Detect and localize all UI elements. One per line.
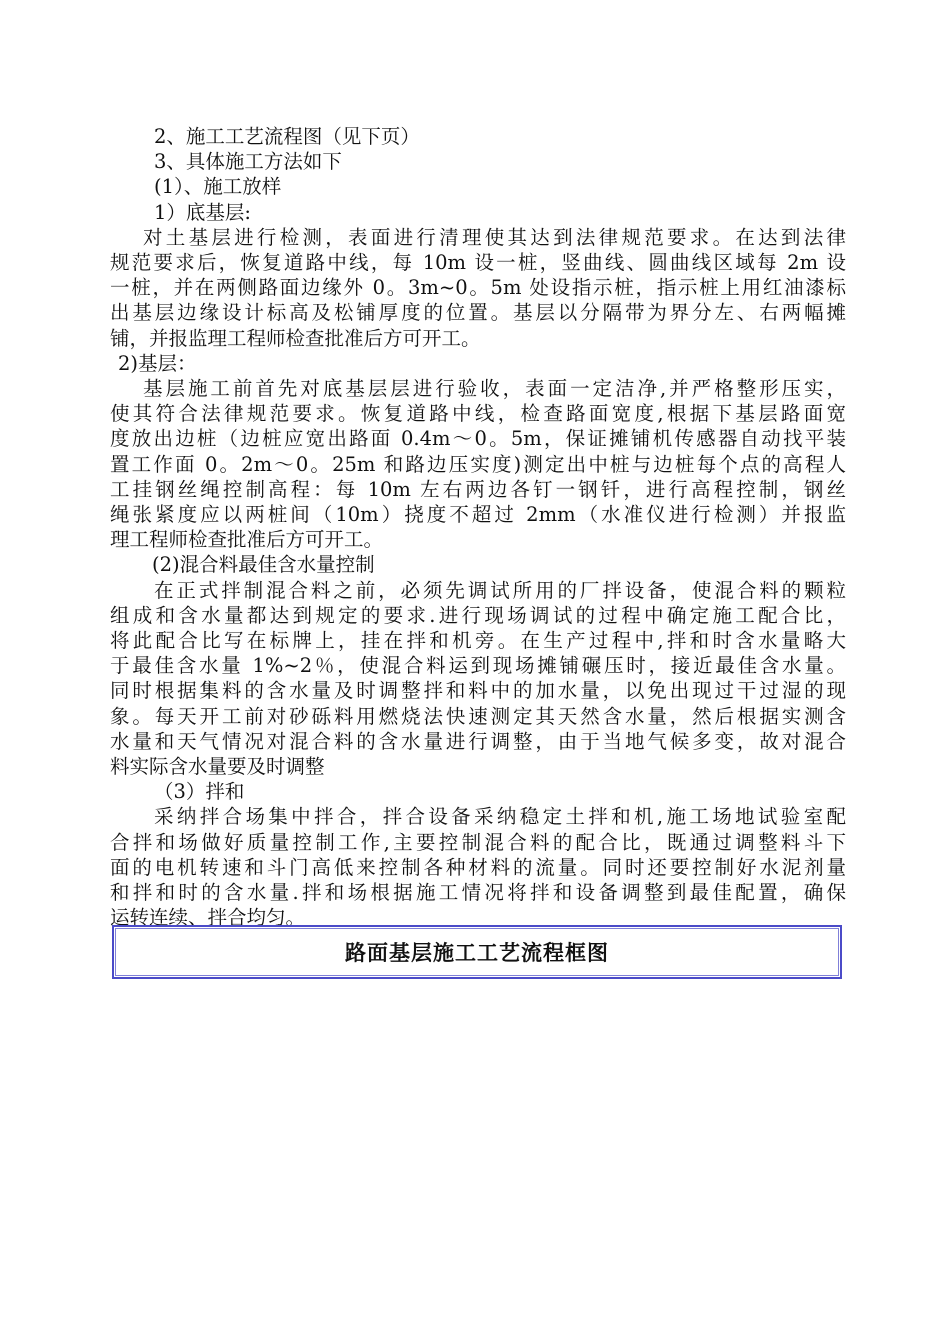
- paragraph-mixing: [110, 804, 846, 930]
- paragraph-line: 将此配合比写在标牌上，挂在拌和机旁。在生产过程中,拌和时含水量略大: [110, 629, 846, 653]
- paragraph-line: 合拌和场做好质量控制工作,主要控制混合料的配合比，既通过调整料斗下: [110, 830, 846, 854]
- paragraph-line: 规范要求后，恢复道路中线，每 10m 设一桩，竖曲线、圆曲线区域每 2m 设: [110, 251, 846, 275]
- paragraph-subbase: [110, 225, 846, 351]
- subheading-mixing: （3）拌和: [154, 780, 245, 804]
- subheading-base: 2)基层：: [118, 351, 197, 375]
- paragraph-line: 面的电机转速和斗门高低来控制各种材料的流量。同时还要控制好水泥剂量: [110, 855, 846, 879]
- paragraph-line: 象。每天开工前对砂砾料用燃烧法快速测定其天然含水量，然后根据实测含: [110, 704, 846, 728]
- paragraph-line: 使其符合法律规范要求。恢复道路中线，检查路面宽度,根据下基层路面宽: [110, 402, 846, 426]
- subheading-layout: (1）、施工放样: [154, 175, 282, 199]
- paragraph-line: 在正式拌制混合料之前，必须先调试所用的厂拌设备，使混合料的颗粒: [154, 578, 846, 602]
- paragraph-base: [110, 376, 846, 552]
- subheading-moisture: (2)混合料最佳含水量控制: [152, 553, 375, 577]
- flowchart-title-box: [112, 925, 842, 979]
- paragraph-moisture: [110, 578, 846, 780]
- paragraph-line: 置工作面 0。2m～0。25m 和路边压实度)测定出中桩与边桩每个点的高程人: [110, 452, 846, 476]
- document-body: [110, 124, 846, 931]
- paragraph-line: 铺，并报监理工程师检查批准后方可开工。: [110, 326, 481, 350]
- paragraph-line: 基层施工前首先对底基层层进行验收，表面一定洁净,并严格整形压实，: [143, 377, 846, 401]
- flowchart-title: 路面基层施工工艺流程框图: [345, 941, 609, 965]
- paragraph-line: 出基层边缘设计标高及松铺厚度的位置。基层以分隔带为界分左、右两幅摊: [110, 301, 846, 325]
- paragraph-line: 料实际含水量要及时调整: [110, 755, 325, 779]
- paragraph-line: 理工程师检查批准后方可开工。: [110, 528, 384, 552]
- paragraph-line: 对土基层进行检测，表面进行清理使其达到法律规范要求。在达到法律: [143, 225, 846, 249]
- heading-process-chart: 2、施工工艺流程图（见下页）: [154, 125, 420, 148]
- paragraph-line: 组成和含水量都达到规定的要求.进行现场调试的过程中确定施工配合比，: [110, 603, 846, 627]
- paragraph-line: 工挂钢丝绳控制高程：每 10m 左右两边各钉一钢钎，进行高程控制，钢丝: [110, 477, 846, 501]
- heading-methods: 3、具体施工方法如下: [154, 150, 342, 174]
- paragraph-line: 同时根据集料的含水量及时调整拌和料中的加水量，以免出现过干过湿的现: [110, 679, 846, 703]
- subheading-subbase: 1）底基层:: [154, 200, 251, 224]
- paragraph-line: 度放出边桩（边桩应宽出路面 0.4m～0。5m，保证摊铺机传感器自动找平装: [110, 427, 846, 451]
- paragraph-line: 一桩，并在两侧路面边缘外 0。3m~0。5m 处设指示桩，指示桩上用红油漆标: [110, 276, 846, 300]
- paragraph-line: 和拌和时的含水量.拌和场根据施工情况将拌和设备调整到最佳配置，确保: [110, 881, 846, 905]
- paragraph-line: 于最佳含水量 1%~2％，使混合料运到现场摊铺碾压时，接近最佳含水量。: [110, 654, 846, 678]
- paragraph-line: 运转连续、拌合均匀。: [110, 906, 306, 930]
- paragraph-line: 采纳拌合场集中拌合，拌合设备采纳稳定土拌和机,施工场地试验室配: [154, 805, 846, 829]
- paragraph-line: 水量和天气情况对混合料的含水量进行调整，由于当地气候多变，故对混合: [110, 729, 846, 753]
- paragraph-line: 绳张紧度应以两桩间（10m）挠度不超过 2mm（水准仪进行检测）并报监: [110, 503, 846, 527]
